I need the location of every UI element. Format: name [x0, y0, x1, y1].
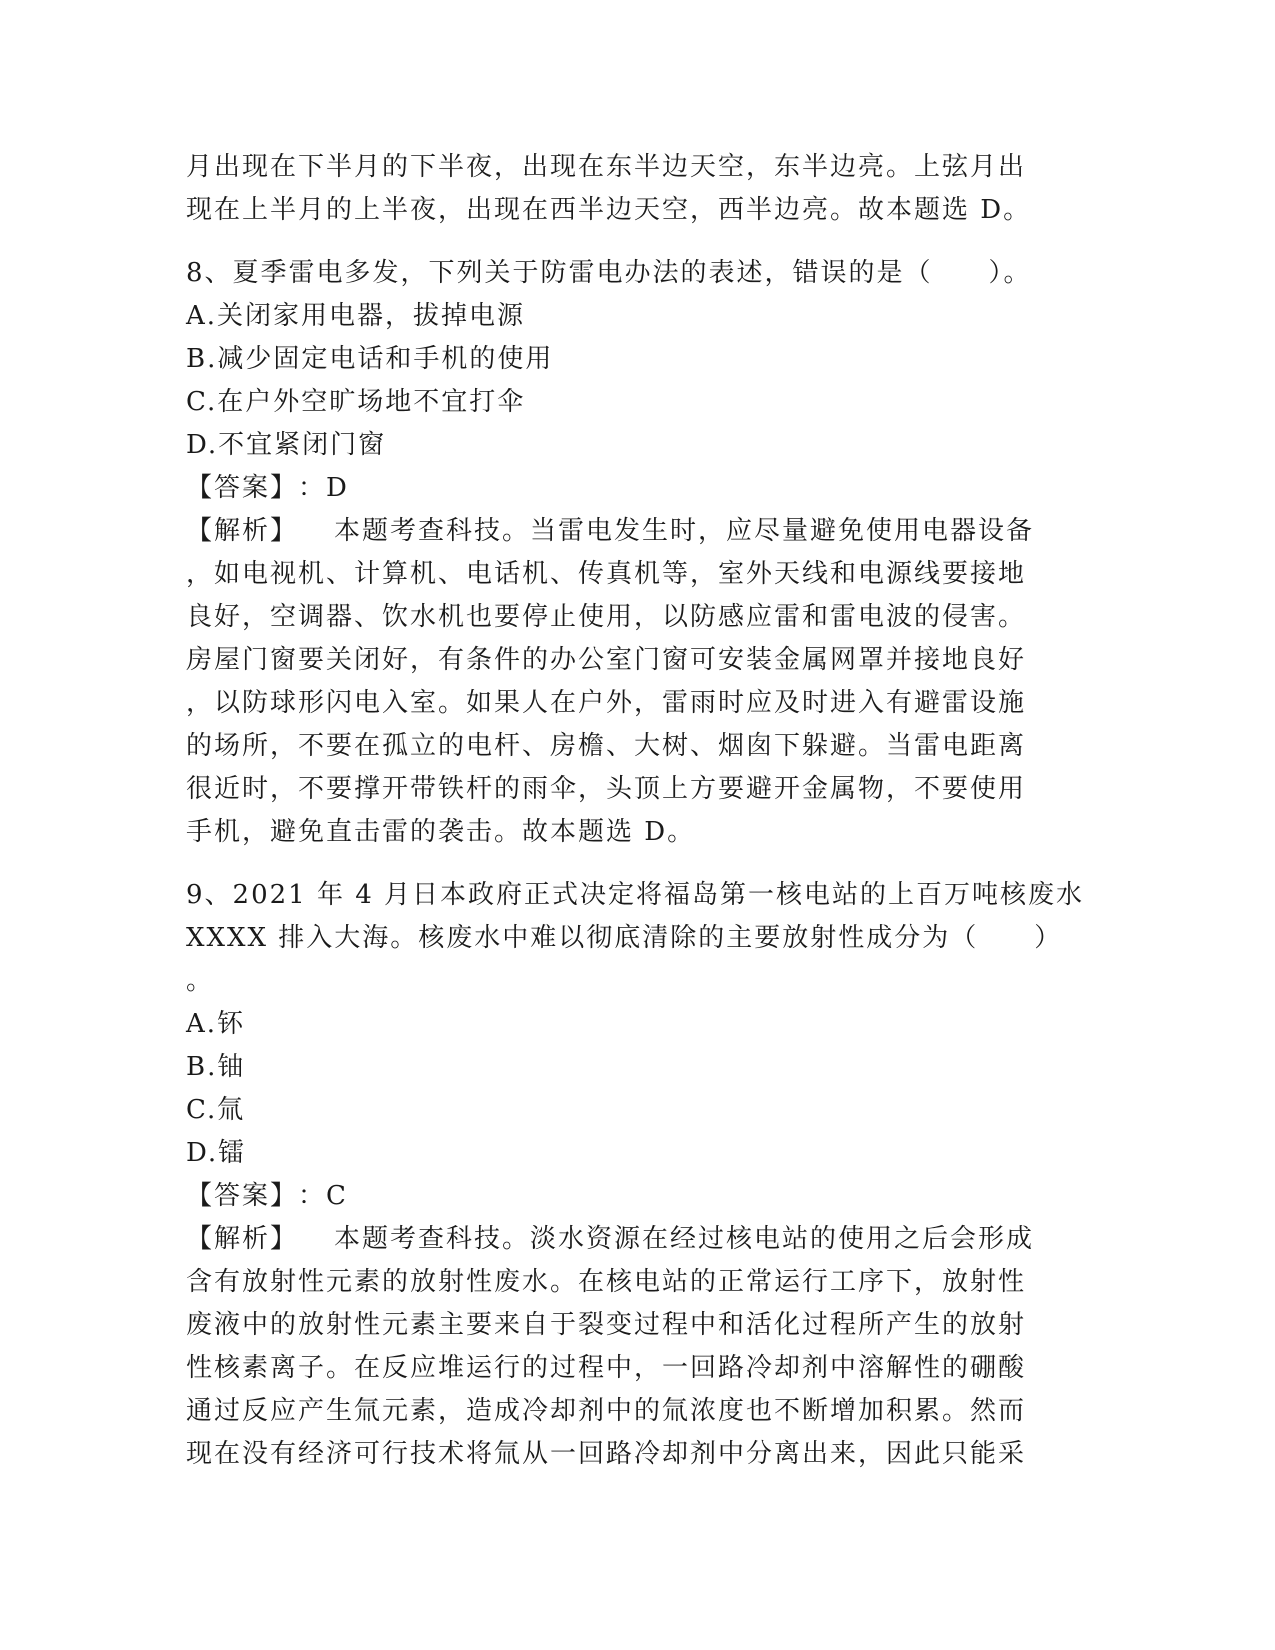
answer-label: 【答案】 — [186, 473, 299, 503]
text-line: 现在上半月的上半夜，出现在西半边天空，西半边亮。故本题选 D。 — [186, 195, 1032, 225]
question-stem: 8、夏季雷电多发，下列关于防雷电办法的表述，错误的是（ ）。 — [186, 258, 1032, 288]
analysis-text: 性核素离子。在反应堆运行的过程中，一回路冷却剂中溶解性的硼酸 — [186, 1353, 1027, 1383]
document-page — [186, 146, 1086, 1476]
answer-value: ：C — [298, 1181, 348, 1211]
analysis-text: 良好，空调器、饮水机也要停止使用，以防感应雷和雷电波的侵害。 — [186, 602, 1027, 632]
option-b: B.铀 — [186, 1052, 246, 1082]
option-a: A.钚 — [186, 1009, 246, 1039]
analysis-text: 房屋门窗要关闭好，有条件的办公室门窗可安装金属网罩并接地良好 — [186, 645, 1027, 675]
analysis-text: 废液中的放射性元素主要来自于裂变过程中和活化过程所产生的放射 — [186, 1310, 1027, 1340]
answer-line — [186, 467, 1086, 510]
analysis-label: 【解析】 — [186, 1224, 299, 1254]
answer-value: ：D — [298, 473, 349, 503]
analysis-line — [186, 510, 1086, 553]
question-stem: 9、2021 年 4 月日本政府正式决定将福岛第一核电站的上百万吨核废水 — [186, 880, 1085, 910]
question-8 — [186, 252, 1086, 854]
question-9 — [186, 874, 1086, 1476]
analysis-line — [186, 1218, 1086, 1261]
option-b: B.减少固定电话和手机的使用 — [186, 344, 554, 374]
analysis-text: 通过反应产生氚元素，造成冷却剂中的氚浓度也不断增加积累。然而 — [186, 1396, 1027, 1426]
analysis-text: 手机，避免直击雷的袭击。故本题选 D。 — [186, 817, 696, 847]
analysis-label: 【解析】 — [186, 516, 299, 546]
question-stem: XXXX 排入大海。核废水中难以彻底清除的主要放射性成分为（ ） — [186, 923, 1063, 953]
option-d: D.不宜紧闭门窗 — [186, 430, 387, 460]
text-line: 月出现在下半月的下半夜，出现在东半边天空，东半边亮。上弦月出 — [186, 152, 1027, 182]
option-a: A.关闭家用电器，拔掉电源 — [186, 301, 526, 331]
analysis-text: ，如电视机、计算机、电话机、传真机等，室外天线和电源线要接地 — [186, 559, 1027, 589]
analysis-text: 现在没有经济可行技术将氚从一回路冷却剂中分离出来，因此只能采 — [186, 1439, 1027, 1469]
analysis-text: 的场所，不要在孤立的电杆、房檐、大树、烟囱下躲避。当雷电距离 — [186, 731, 1027, 761]
option-c: C.氚 — [186, 1095, 246, 1125]
analysis-text: 很近时，不要撑开带铁杆的雨伞，头顶上方要避开金属物，不要使用 — [186, 774, 1027, 804]
question-stem: 。 — [186, 966, 215, 996]
analysis-text: 本题考查科技。当雷电发生时，应尽量避免使用电器设备 — [334, 516, 1035, 546]
analysis-text: 含有放射性元素的放射性废水。在核电站的正常运行工序下，放射性 — [186, 1267, 1027, 1297]
answer-line — [186, 1175, 1086, 1218]
analysis-text: ，以防球形闪电入室。如果人在户外，雷雨时应及时进入有避雷设施 — [186, 688, 1027, 718]
previous-analysis-continuation — [186, 146, 1086, 232]
answer-label: 【答案】 — [186, 1181, 299, 1211]
option-d: D.镭 — [186, 1138, 247, 1168]
analysis-text: 本题考查科技。淡水资源在经过核电站的使用之后会形成 — [334, 1224, 1035, 1254]
option-c: C.在户外空旷场地不宜打伞 — [186, 387, 526, 417]
